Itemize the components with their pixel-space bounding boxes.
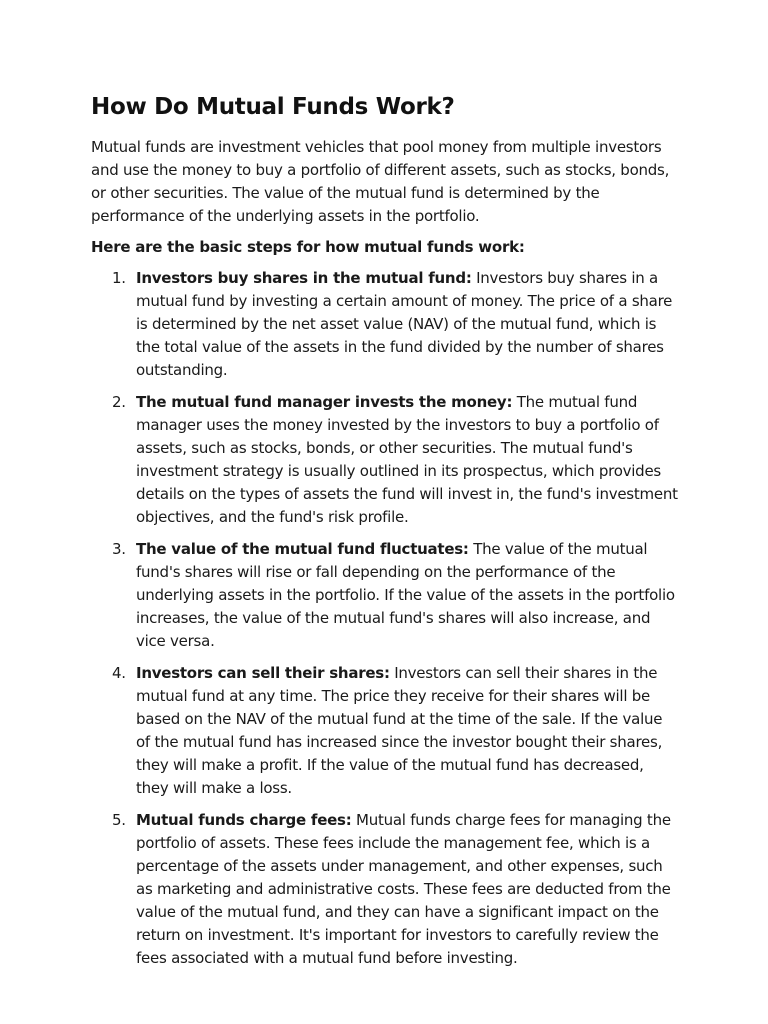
list-item-number: 4. (112, 664, 126, 682)
list-item-term: The value of the mutual fund fluctuates: (136, 540, 469, 558)
page-title: How Do Mutual Funds Work? (91, 94, 455, 120)
list-item-number: 5. (112, 811, 126, 829)
intro-paragraph: Mutual funds are investment vehicles that pool money from multiple investors and use the money to buy a portfolio of different assets, such as stocks, bonds, or other securities. The value of the mutual fund is determined by the performance of the underlying assets in the portfolio. (91, 138, 670, 225)
list-item-text: Mutual funds charge fees for managing the portfolio of assets. These fees include the management fee, which is a percentage of the assets under management, and other expenses, such as marketing and administrative costs. These fees are deducted from the value of the mutual fund, and they can have a significant impact on the return on investment. It's important for investors to carefully review the fees associated with a mutual fund before investing. (136, 811, 671, 967)
steps-list (91, 267, 680, 970)
list-item-text: Investors buy shares in a mutual fund by investing a certain amount of money. The price of a share is determined by the net asset value (NAV) of the mutual fund, which is the total value of the assets in the fund divided by the number of shares outstanding. (136, 269, 673, 379)
list-item-text: Investors can sell their shares in the mutual fund at any time. The price they receive for their shares will be based on the NAV of the mutual fund at the time of the sale. If the value of the mutual fund has increased since the investor bought their shares, they will make a profit. If the value of the mutual fund has decreased, they will make a loss. (136, 664, 663, 797)
list-item-number: 2. (112, 393, 126, 411)
list-item (112, 267, 680, 382)
list-item (112, 662, 680, 800)
list-item-number: 3. (112, 540, 126, 558)
list-item-number: 1. (112, 269, 126, 287)
list-item-text: The value of the mutual fund's shares will rise or fall depending on the performance of the underlying assets in the portfolio. If the value of the assets in the portfolio increases, the value of the mutual fund's shares will also increase, and vice versa. (136, 540, 675, 650)
list-item (112, 809, 680, 970)
list-item-text: The mutual fund manager uses the money invested by the investors to buy a portfolio of assets, such as stocks, bonds, or other securities. The mutual fund's investment strategy is usually outlined in its prospectus, which provides details on the types of assets the fund will invest in, the fund's investment objectives, and the fund's risk profile. (136, 393, 678, 526)
list-item (112, 538, 680, 653)
list-item-term: Mutual funds charge fees: (136, 811, 352, 829)
list-item-term: The mutual fund manager invests the money: (136, 393, 513, 411)
list-item (112, 391, 680, 529)
list-item-term: Investors can sell their shares: (136, 664, 390, 682)
steps-lead-in: Here are the basic steps for how mutual funds work: (91, 238, 525, 256)
list-item-term: Investors buy shares in the mutual fund: (136, 269, 472, 287)
